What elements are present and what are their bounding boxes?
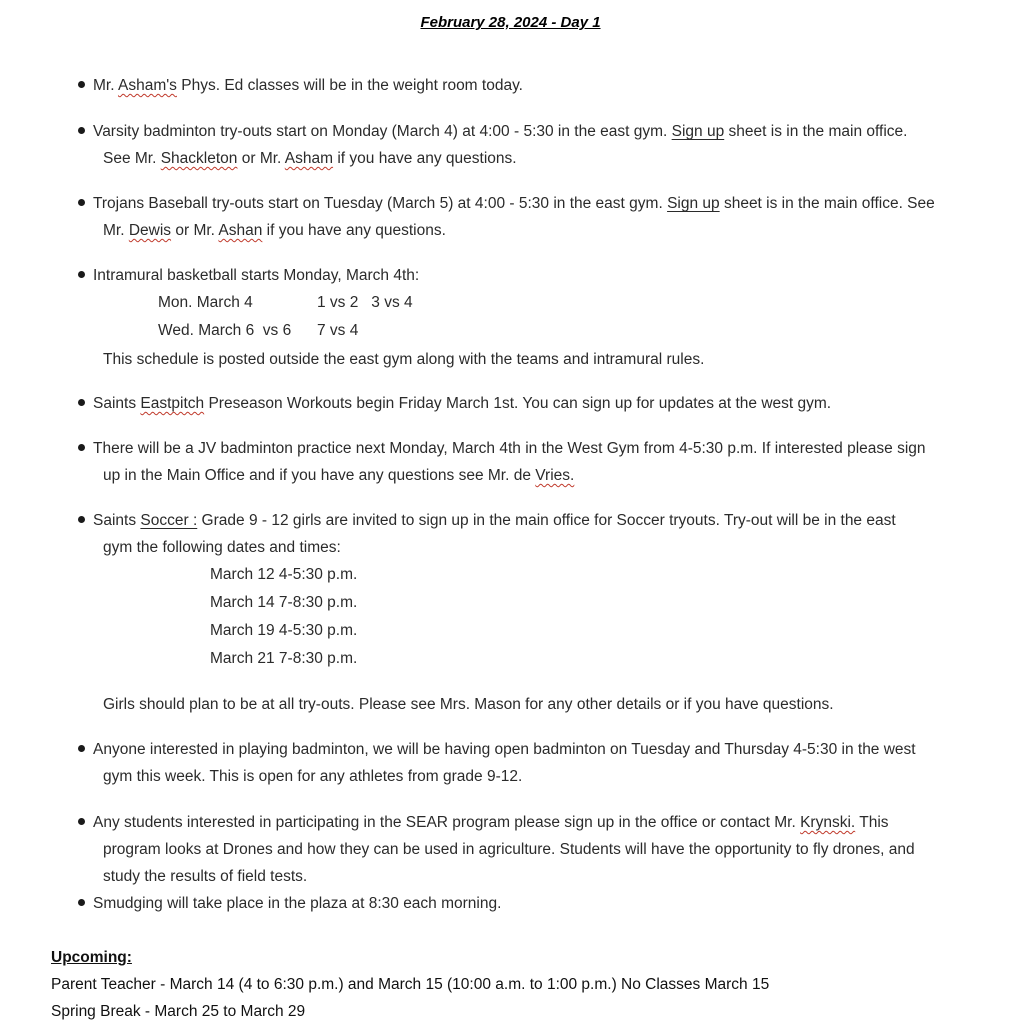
upcoming-item: Spring Break - March 25 to March 29 xyxy=(51,1003,306,1020)
misspelled-word: Asham xyxy=(284,150,334,167)
page-title: February 28, 2024 - Day 1 xyxy=(420,14,601,31)
announcement-smudging xyxy=(78,890,978,917)
bullet-icon xyxy=(78,516,85,523)
announcement-line xyxy=(78,890,978,917)
announcement-baseball xyxy=(78,190,978,244)
soccer-label: Soccer : xyxy=(140,512,198,529)
intramural-schedule xyxy=(158,289,413,345)
schedule-row xyxy=(158,289,413,317)
text: There will be a JV badminton practice next Monday, March 4th in the West Gym from 4-5:30 p.m. If interested please sign xyxy=(93,440,926,457)
bullet-icon xyxy=(78,399,85,406)
announcement-line xyxy=(78,217,978,244)
date-item: March 19 4-5:30 p.m. xyxy=(210,622,358,639)
announcement-open-badminton xyxy=(78,736,978,790)
schedule-note: This schedule is posted outside the east gym along with the teams and intramural rules. xyxy=(103,351,705,368)
schedule-games: 7 vs 4 xyxy=(317,322,359,339)
schedule-day: Wed. March 6 vs 6 xyxy=(158,322,292,339)
text: sheet is in the main office. See xyxy=(719,195,935,212)
announcement-line: study the results of field tests. xyxy=(103,868,308,885)
announcement-line xyxy=(78,118,978,145)
upcoming-item: Parent Teacher - March 14 (4 to 6:30 p.m.) and March 15 (10:00 a.m. to 1:00 p.m.) No Classes March 15 xyxy=(51,976,770,993)
text: Saints xyxy=(93,512,141,529)
text: or Mr. xyxy=(237,150,285,167)
announcement-line xyxy=(78,462,978,489)
announcement-line xyxy=(78,145,978,172)
announcement-soccer xyxy=(78,507,978,561)
bullet-icon xyxy=(78,271,85,278)
misspelled-word: Ashan xyxy=(218,222,263,239)
announcement-line: gym this week. This is open for any athletes from grade 9-12. xyxy=(103,768,523,785)
text: if you have any questions. xyxy=(333,150,517,167)
announcement-line: gym the following dates and times: xyxy=(103,539,341,556)
misspelled-word: Dewis xyxy=(128,222,172,239)
text: Varsity badminton try-outs start on Monday (March 4) at 4:00 - 5:30 in the east gym. xyxy=(93,123,672,140)
text: Smudging will take place in the plaza at 8:30 each morning. xyxy=(93,895,502,912)
announcement-intramural xyxy=(78,262,978,289)
bullet-icon xyxy=(78,444,85,451)
bullet-icon xyxy=(78,81,85,88)
text: if you have any questions. xyxy=(262,222,446,239)
announcement-line xyxy=(78,435,978,462)
schedule-games: 1 vs 2 3 vs 4 xyxy=(317,294,413,311)
soccer-note: Girls should plan to be at all try-outs. Please see Mrs. Mason for any other details or if you have questions. xyxy=(103,696,834,713)
text: Preseason Workouts begin Friday March 1st. You can sign up for updates at the west gym. xyxy=(204,395,832,412)
signup-link[interactable]: Sign up xyxy=(671,123,725,140)
schedule-row xyxy=(158,317,413,345)
announcement-line xyxy=(78,809,978,836)
misspelled-word: Shackleton xyxy=(160,150,238,167)
text: This xyxy=(855,814,889,831)
misspelled-word: Vries. xyxy=(535,467,575,484)
bullet-icon xyxy=(78,199,85,206)
announcement-fastpitch xyxy=(78,390,978,417)
misspelled-word: Eastpitch xyxy=(140,395,205,412)
announcement-line xyxy=(78,736,978,763)
announcement-sear xyxy=(78,809,978,890)
bullet-icon xyxy=(78,818,85,825)
text: Anyone interested in playing badminton, we will be having open badminton on Tuesday and Thursday 4-5:30 in the west xyxy=(93,741,916,758)
announcement-line xyxy=(78,262,978,289)
text: or Mr. xyxy=(171,222,219,239)
date-item: March 14 7-8:30 p.m. xyxy=(210,594,358,611)
announcement-jv-badminton xyxy=(78,435,978,489)
announcement-line xyxy=(78,390,978,417)
misspelled-word: Krynski. xyxy=(800,814,856,831)
bullet-icon xyxy=(78,127,85,134)
bullet-icon xyxy=(78,745,85,752)
announcement-phys-ed xyxy=(78,72,978,99)
soccer-dates xyxy=(210,561,357,673)
announcement-line xyxy=(78,72,978,99)
text: Saints xyxy=(93,395,141,412)
upcoming-heading: Upcoming: xyxy=(51,949,132,966)
text: up in the Main Office and if you have any questions see Mr. de xyxy=(103,467,536,484)
signup-link[interactable]: Sign up xyxy=(667,195,720,212)
announcement-line xyxy=(78,190,978,217)
announcement-varsity-badminton xyxy=(78,118,978,172)
date-item: March 12 4-5:30 p.m. xyxy=(210,566,358,583)
date-item: March 21 7-8:30 p.m. xyxy=(210,650,358,667)
text: Grade 9 - 12 girls are invited to sign up in the main office for Soccer tryouts. Try-out will be in the east xyxy=(197,512,896,529)
schedule-day: Mon. March 4 xyxy=(158,294,253,311)
text: Any students interested in participating in the SEAR program please sign up in the office or contact Mr. xyxy=(93,814,801,831)
misspelled-word: Asham's xyxy=(117,77,177,94)
announcement-line xyxy=(78,507,978,534)
bullet-icon xyxy=(78,899,85,906)
text: sheet is in the main office. xyxy=(724,123,908,140)
text: Intramural basketball starts Monday, March 4th: xyxy=(93,267,420,284)
text: See Mr. xyxy=(103,150,161,167)
text: Trojans Baseball try-outs start on Tuesday (March 5) at 4:00 - 5:30 in the east gym. xyxy=(93,195,668,212)
upcoming-section xyxy=(51,944,991,1025)
text: Mr. xyxy=(93,77,118,94)
announcement-line: program looks at Drones and how they can be used in agriculture. Students will have the opportunity to fly drones, and xyxy=(103,841,915,858)
text: Mr. xyxy=(103,222,129,239)
text: Phys. Ed classes will be in the weight room today. xyxy=(176,77,523,94)
